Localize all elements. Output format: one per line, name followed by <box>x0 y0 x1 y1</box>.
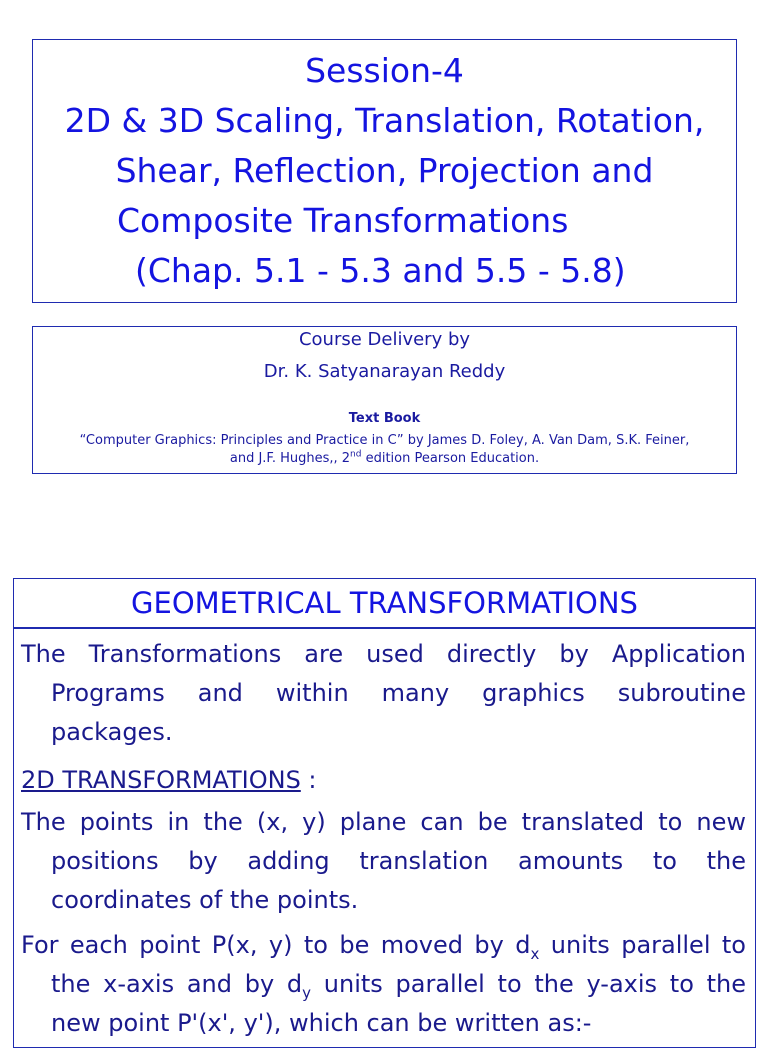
title-line-3: Shear, Reflection, Projection and <box>115 151 654 190</box>
subheading: 2D TRANSFORMATIONS : <box>21 766 317 794</box>
content-box <box>13 628 756 1048</box>
textbook-label: Text Book <box>348 411 421 426</box>
textbook-line-2: and J.F. Hughes,, 2nd edition Pearson Education. <box>229 449 540 466</box>
subheading-text: 2D TRANSFORMATIONS <box>21 766 301 794</box>
textbook-reference <box>33 432 736 468</box>
translation-paragraph: The points in the (x, y) plane can be translated to new positions by adding translation amounts to the coordinates of the points. <box>21 808 746 914</box>
textbook-line-1: “Computer Graphics: Principles and Practice in C” by James D. Foley, A. Van Dam, S.K. Feiner, <box>79 433 690 448</box>
intro-paragraph: The Transformations are used directly by Application Programs and within many graphics subroutine packages. <box>21 640 746 746</box>
title-box <box>32 39 737 303</box>
translation-detail-paragraph: For each point P(x, y) to be moved by $d_x$ units parallel to the x-axis and by $d_y$ units parallel to the y-axis to the new point P'(x', y'), which can be written as:- <box>21 931 747 1037</box>
instructor-name: Dr. K. Satyanarayan Reddy <box>263 361 506 382</box>
section-heading: GEOMETRICAL TRANSFORMATIONS <box>13 578 756 628</box>
title-line-4: Composite Transformations <box>117 201 569 240</box>
credits-box <box>32 326 737 474</box>
chapter-reference: (Chap. 5.1 - 5.3 and 5.5 - 5.8) <box>135 251 626 290</box>
course-delivery-label: Course Delivery by <box>298 329 471 350</box>
session-title: Session-4 <box>305 51 464 90</box>
title-line-2: 2D & 3D Scaling, Translation, Rotation, <box>64 101 705 140</box>
